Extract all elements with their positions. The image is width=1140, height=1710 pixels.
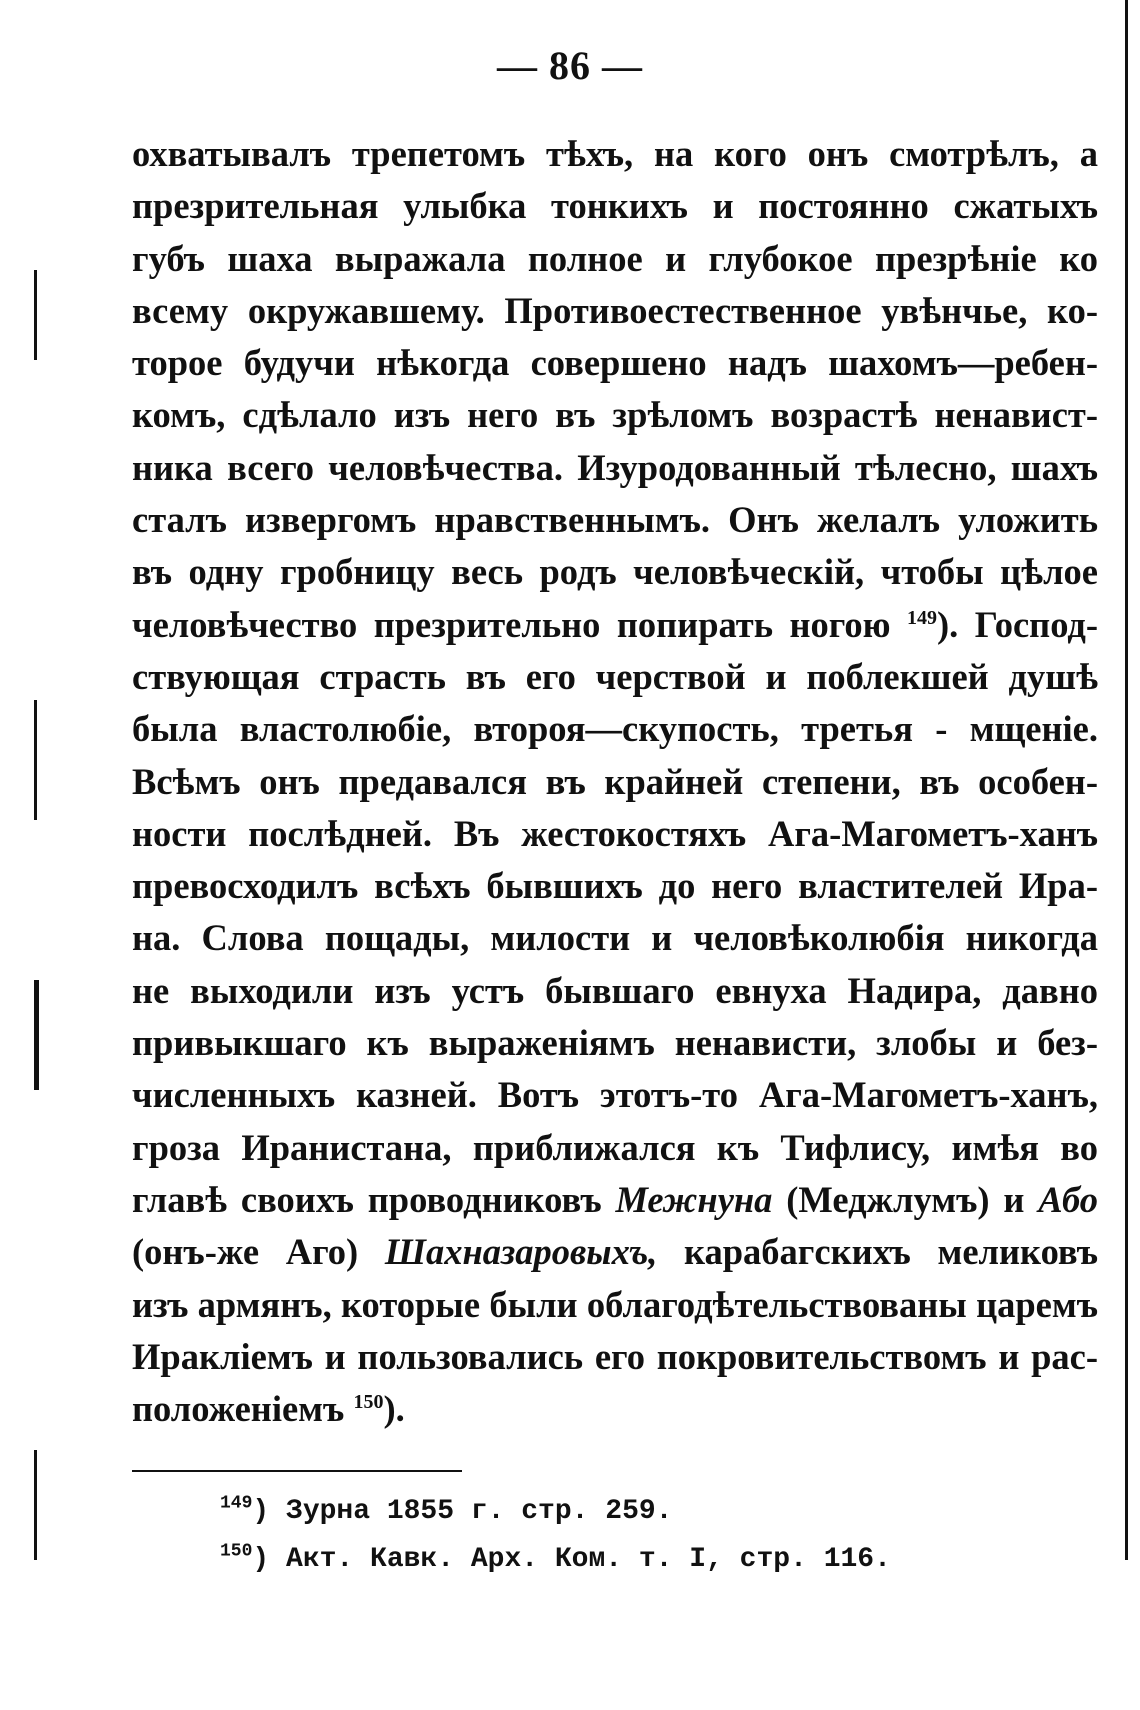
footnote-text: ) Акт. Кавк. Арх. Ком. т. I, стр. 116. xyxy=(252,1544,891,1575)
text-line: не выходили изъ устъ бывшаго евнуха Надира, давно xyxy=(132,969,1098,1011)
text-line: комъ, сдѣлало изъ него въ зрѣломъ возрастѣ ненавист- xyxy=(132,394,1098,436)
footnote-mark: 150 xyxy=(220,1541,253,1562)
text-line: на. Слова пощады, милости и человѣколюбія никогда xyxy=(132,917,1098,959)
footnote-mark: 149 xyxy=(220,1493,253,1514)
text-line: торое будучи нѣкогда совершено надъ шахомъ—ребен- xyxy=(132,342,1098,384)
italic-name: Або xyxy=(1038,1178,1099,1220)
page-number: — 86 — xyxy=(497,43,643,88)
text-segment: (онъ-же Аго) xyxy=(132,1231,359,1273)
text-segment: человѣчество презрительно попирать ногою xyxy=(132,603,891,645)
text-line-with-italics xyxy=(132,1226,1098,1278)
page-edge-mark xyxy=(34,700,37,820)
footnote-reference-149[interactable]: 149 xyxy=(907,606,937,629)
body-paragraph xyxy=(132,128,1098,1435)
footnote-150 xyxy=(220,1536,1020,1584)
text-line: изъ армянъ, которые были облагодѣтельствованы царемъ xyxy=(132,1283,1098,1325)
page-edge-line xyxy=(1125,0,1128,1560)
footnote-149 xyxy=(220,1488,1020,1536)
text-line: охватывалъ трепетомъ тѣхъ, на кого онъ смотрѣлъ, а xyxy=(132,133,1098,174)
text-line: въ одну гробницу весь родъ человѣческій, чтобы цѣлое xyxy=(132,551,1098,593)
italic-name: Межнуна xyxy=(615,1178,773,1220)
text-line: была властолюбіе, второя—скупость, третья - мщеніе. xyxy=(132,708,1098,750)
footnote-text: ) Зурна 1855 г. стр. 259. xyxy=(252,1496,673,1527)
text-segment: ). Господ- xyxy=(937,603,1099,645)
text-line: ности послѣдней. Въ жестокостяхъ Ага-Магометъ-ханъ xyxy=(132,812,1098,854)
text-line: превосходилъ всѣхъ бывшихъ до него властителей Ира- xyxy=(132,865,1098,907)
italic-name: Шахназаровыхъ, xyxy=(384,1231,658,1273)
text-line: Ираклiемъ и пользовались его покровительствомъ и рас- xyxy=(132,1335,1098,1377)
text-line: Всѣмъ онъ предавался въ крайней степени, въ особен- xyxy=(132,760,1098,802)
page-edge-mark xyxy=(34,270,37,360)
page-edge-mark xyxy=(34,980,39,1090)
text-segment: положеніемъ xyxy=(132,1388,345,1430)
text-line: презрительная улыбка тонкихъ и постоянно сжатыхъ xyxy=(132,185,1098,227)
text-segment: (Меджлумъ) и xyxy=(786,1178,1025,1220)
text-segment: карабагскихъ меликовъ xyxy=(684,1231,1099,1273)
footnote-reference-150[interactable]: 150 xyxy=(353,1390,384,1413)
text-segment: ). xyxy=(383,1388,405,1430)
text-line: гроза Иранистана, приближался къ Тифлису, имѣя во xyxy=(132,1126,1098,1168)
text-line: ника всего человѣчества. Изуродованный тѣлесно, шахъ xyxy=(132,446,1098,488)
text-segment: главѣ своихъ проводниковъ xyxy=(132,1178,602,1220)
page-edge-mark xyxy=(34,1450,37,1560)
text-line-with-footnote xyxy=(132,599,1098,651)
text-line: ствующая страсть въ его черствой и поблекшей душѣ xyxy=(132,655,1098,697)
text-line: привыкшаго къ выраженіямъ ненависти, злобы и без- xyxy=(132,1022,1098,1064)
footnotes xyxy=(220,1488,1020,1584)
footnote-divider xyxy=(132,1470,462,1472)
text-line-with-italics xyxy=(132,1174,1098,1226)
text-line: численныхъ казней. Вотъ этотъ-то Ага-Магометъ-ханъ, xyxy=(132,1074,1098,1116)
text-line: сталъ извергомъ нравственнымъ. Онъ желалъ уложить xyxy=(132,499,1098,541)
text-line-with-footnote xyxy=(132,1383,1098,1435)
text-line: всему окружавшему. Противоестественное увѣнчье, ко- xyxy=(132,289,1098,331)
text-line: губъ шаха выражала полное и глубокое презрѣніе ко xyxy=(132,237,1098,279)
